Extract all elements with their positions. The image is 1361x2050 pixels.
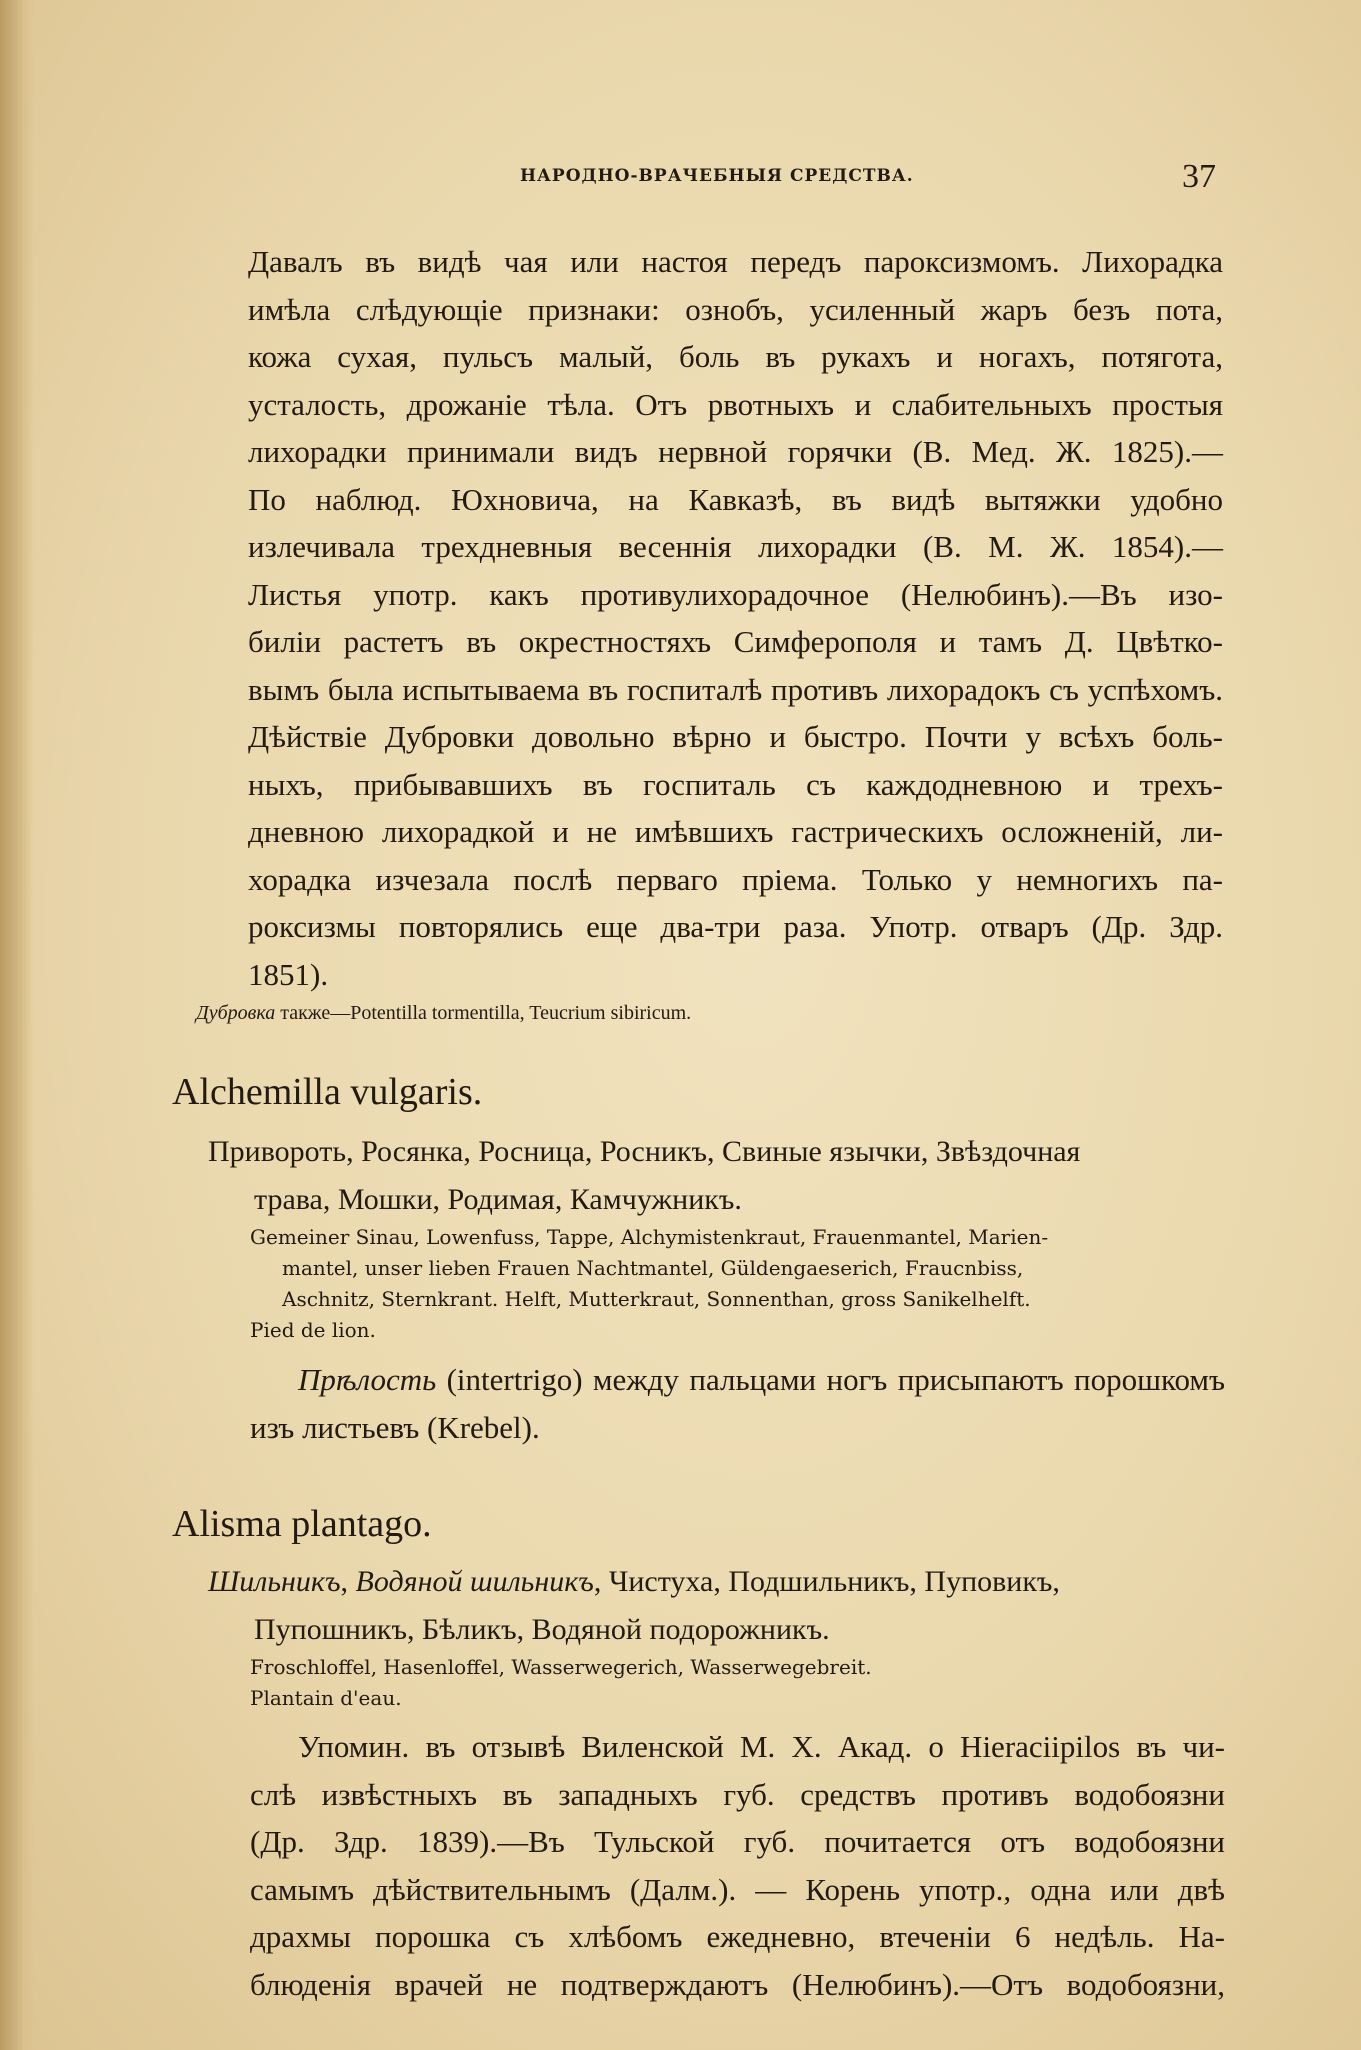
text-line: Листья употр. какъ противулихорадочное (Нелюбинъ).—Въ изо- [248, 576, 1223, 612]
running-title: НАРОДНО-ВРАЧЕБНЫЯ СРЕДСТВА. [520, 166, 914, 186]
note-italic: Дубровка [196, 1002, 276, 1024]
intro-paragraph [248, 238, 1223, 998]
text-line: имѣла слѣдующіе признаки: ознобъ, усиленный жаръ безъ пота, [248, 291, 1223, 327]
paragraph-alisma [250, 1723, 1225, 2008]
text-line: самымъ дѣйствительнымъ (Далм.). — Корень употр., одна или двѣ [250, 1871, 1225, 1907]
names-line: Пупошникъ, Бѣликъ, Водяной подорожникъ. [254, 1613, 830, 1646]
page-spine-shadow [0, 0, 34, 2050]
note-line [196, 1002, 691, 1025]
text-line: Упомин. въ отзывѣ Виленской М. X. Акад. о Hieraciipilos въ чи- [298, 1729, 1225, 1764]
text-span: (intertrigo) между пальцами ногъ присыпаютъ порошкомъ [436, 1362, 1225, 1397]
text-line: лихорадки принимали видъ нервной горячки (В. Мед. Ж. 1825).— [248, 434, 1223, 469]
german-line: Froschloffel, Hasenloffel, Wasserwegerich, Wasserwegebreit. [250, 1655, 872, 1679]
text-line: биліи растетъ въ окрестностяхъ Симферополя и тамъ Д. Цвѣтко- [248, 624, 1223, 659]
common-names-alchemilla [208, 1128, 1223, 1224]
german-names-alchemilla [250, 1222, 1225, 1346]
text-line: ныхъ, прибывавшихъ въ госпиталь съ каждодневною и трехъ- [248, 766, 1223, 802]
text-line: излечивала трехдневныя весеннія лихорадки (В. М. Ж. 1854).— [248, 529, 1223, 564]
section-title-alisma: Alisma plantago. [172, 1503, 432, 1545]
text-line: Дѣйствіе Дубровки довольно вѣрно и быстро. Почти у всѣхъ боль- [248, 719, 1223, 754]
section-title-alchemilla: Alchemilla vulgaris. [172, 1071, 483, 1113]
text-line [250, 1356, 1225, 1404]
italic-name: Шильникъ [208, 1565, 341, 1598]
text-line: драхмы порошка съ хлѣбомъ ежедневно, втеченіи 6 недѣль. На- [250, 1919, 1225, 1954]
german-line: Gemeiner Sinau, Lowenfuss, Tappe, Alchymistenkraut, Frauenmantel, Marien- [250, 1225, 1049, 1249]
text-line: роксизмы повторялись еще два-три раза. Употр. отваръ (Др. Здр. [248, 909, 1223, 944]
text-line: дневною лихорадкой и не имѣвшихъ гастрическихъ осложненій, ли- [248, 814, 1223, 849]
page-number: 37 [1182, 158, 1216, 195]
french-name: Pied de lion. [250, 1318, 376, 1342]
text-line: (Др. Здр. 1839).—Въ Тульской губ. почитается отъ водобоязни [250, 1824, 1225, 1859]
paragraph-alchemilla [250, 1356, 1225, 1451]
text-line: слѣ извѣстныхъ въ западныхъ губ. средствъ противъ водобоязни [250, 1776, 1225, 1812]
text-line: Давалъ въ видѣ чая или настоя передъ пароксизмомъ. Лихорадка [248, 244, 1223, 279]
common-names-alisma: Шильникъ, Водяной шильникъ, Чистуха, Подшильникъ, Пуповикъ, Пупошникъ, Бѣликъ, Водяной подорожникъ. [208, 1558, 1223, 1654]
italic-name: Водяной шильникъ [355, 1565, 594, 1598]
french-name: Plantain d'eau. [250, 1686, 402, 1710]
text-line: блюденія врачей не подтверждаютъ (Нелюбинъ).—Отъ водобоязни, [250, 1966, 1225, 2002]
german-names-alisma [250, 1652, 1225, 1714]
names-line: Привороть, Росянка, Росница, Росникъ, Свиные язычки, Звѣздочная [208, 1135, 1081, 1168]
note-text: также—Potentilla tormentilla, Teucrium sibiricum. [275, 1002, 692, 1024]
names-line: трава, Мошки, Родимая, Камчужникъ. [254, 1183, 742, 1216]
text-line: изъ листьевъ (Krebel). [250, 1409, 540, 1445]
italic-term: Прѣлость [298, 1362, 437, 1397]
text-line: усталость, дрожаніе тѣла. Отъ рвотныхъ и слабительныхъ простыя [248, 386, 1223, 422]
text-line: 1851). [248, 956, 329, 992]
text-line: вымъ была испытываема въ госпиталѣ противъ лихорадокъ съ успѣхомъ. [248, 671, 1223, 707]
names-text: , Чистуха, Подшильникъ, Пуповикъ, [593, 1565, 1060, 1598]
text-line: кожа сухая, пульсъ малый, боль въ рукахъ и ногахъ, потягота, [248, 339, 1223, 374]
text-line: хорадка изчезала послѣ перваго пріема. Только у немногихъ па- [248, 861, 1223, 897]
german-line: Aschnitz, Sternkrant. Helft, Mutterkraut, Sonnenthan, gross Sanikelhelft. [282, 1287, 1031, 1311]
german-line: mantel, unser lieben Frauen Nachtmantel, Güldengaeserich, Fraucnbiss, [282, 1256, 1024, 1280]
text-line: По наблюд. Юхновича, на Кавказѣ, въ видѣ вытяжки удобно [248, 481, 1223, 517]
